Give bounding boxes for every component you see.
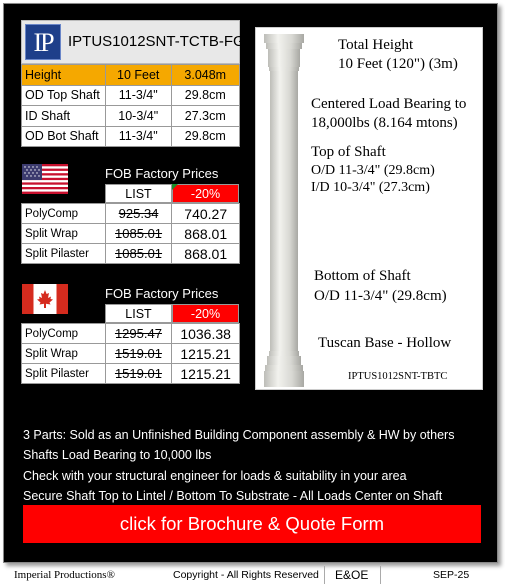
list-price: 1519.01 [105,344,172,364]
price-row [22,244,240,264]
canada-flag-icon [22,284,68,314]
note-line: Secure Shaft Top to Lintel / Bottom To Substrate - All Loads Center on Shaft [23,488,443,503]
list-price: 925.34 [105,204,172,224]
spec-row-height [22,65,240,86]
us-price-title: FOB Factory Prices [105,166,219,181]
product-image[interactable] [255,27,483,390]
ca-price-table [21,323,240,384]
spec-imperial: 11-3/4" [105,85,171,106]
product-header [21,20,245,64]
base-type: Tuscan Base - Hollow [318,335,452,351]
brochure-quote-button[interactable]: click for Brochure & Quote Form [23,505,481,543]
spec-imperial: 10-3/4" [105,106,171,127]
spec-label: OD Bot Shaft [22,126,106,147]
date-text: SEP-25 [433,569,470,581]
spec-label: ID Shaft [22,106,106,127]
bottom-shaft-od: O/D 11-3/4" (29.8cm) [314,288,447,304]
spec-metric: 3.048m [171,65,240,86]
spec-imperial: 11-3/4" [105,126,171,147]
spec-label: Height [22,65,106,86]
discount-price: 1215.21 [172,364,240,384]
note-line: Shafts Load Bearing to 10,000 lbs [23,448,212,463]
list-price: 1085.01 [105,224,172,244]
company-logo: IP [25,24,61,60]
product-notes [23,425,454,506]
product-sku: IPTUS1012SNT-TCTB-FG [68,33,245,50]
total-height-label: Total Height [338,37,414,53]
price-row [22,204,240,224]
note-line: 3 Parts: Sold as an Unfinished Building Component assembly & HW by others [23,428,455,442]
spec-imperial: 10 Feet [105,65,171,86]
spec-metric: 29.8cm [171,126,240,147]
top-shaft-id: I/D 10-3/4" (27.3cm) [311,180,430,195]
discount-price: 1215.21 [172,344,240,364]
discount-header: -20% [172,304,239,323]
us-price-header [105,184,239,203]
price-row [22,224,240,244]
product-name: Split Pilaster [22,364,106,384]
product-name: Split Pilaster [22,244,106,264]
load-label: Centered Load Bearing to [311,96,467,112]
spec-row-od-top [22,85,240,106]
product-name: Split Wrap [22,344,106,364]
discount-price: 868.01 [172,224,240,244]
discount-price: 740.27 [172,204,240,224]
total-height-value: 10 Feet (120") (3m) [338,56,458,72]
price-row [22,344,240,364]
spec-metric: 29.8cm [171,85,240,106]
discount-header: -20% [172,184,239,203]
copyright-text: Copyright - All Rights Reserved [173,569,319,581]
price-row [22,364,240,384]
spec-row-od-bot [22,126,240,147]
list-header: LIST [105,304,172,323]
product-name: Split Wrap [22,224,106,244]
spec-metric: 27.3cm [171,106,240,127]
ca-price-header [105,304,239,323]
load-value: 18,000lbs (8.164 mtons) [311,115,458,131]
list-price: 1085.01 [105,244,172,264]
top-shaft-label: Top of Shaft [311,144,386,160]
footer-divider [324,566,325,584]
top-shaft-od: O/D 11-3/4" (29.8cm) [311,163,435,178]
column-illustration [264,34,304,388]
list-price: 1295.47 [105,324,172,344]
corner-marker [172,184,178,190]
list-header: LIST [105,184,172,203]
eoe-text: E&OE [335,568,369,582]
product-name: PolyComp [22,204,106,224]
discount-price: 868.01 [172,244,240,264]
spec-label: OD Top Shaft [22,85,106,106]
us-flag-icon [22,164,68,194]
image-code: IPTUS1012SNT-TBTC [348,371,448,382]
spec-table [21,64,240,147]
list-price: 1519.01 [105,364,172,384]
discount-price: 1036.38 [172,324,240,344]
spec-row-id [22,106,240,127]
ca-price-title: FOB Factory Prices [105,286,219,301]
product-name: PolyComp [22,324,106,344]
note-line: Check with your structural engineer for loads & suitability in your area [23,468,407,483]
footer-divider [380,566,381,584]
price-row [22,324,240,344]
bottom-shaft-label: Bottom of Shaft [314,268,411,284]
us-price-table [21,203,240,264]
company-name: Imperial Productions® [14,569,115,581]
